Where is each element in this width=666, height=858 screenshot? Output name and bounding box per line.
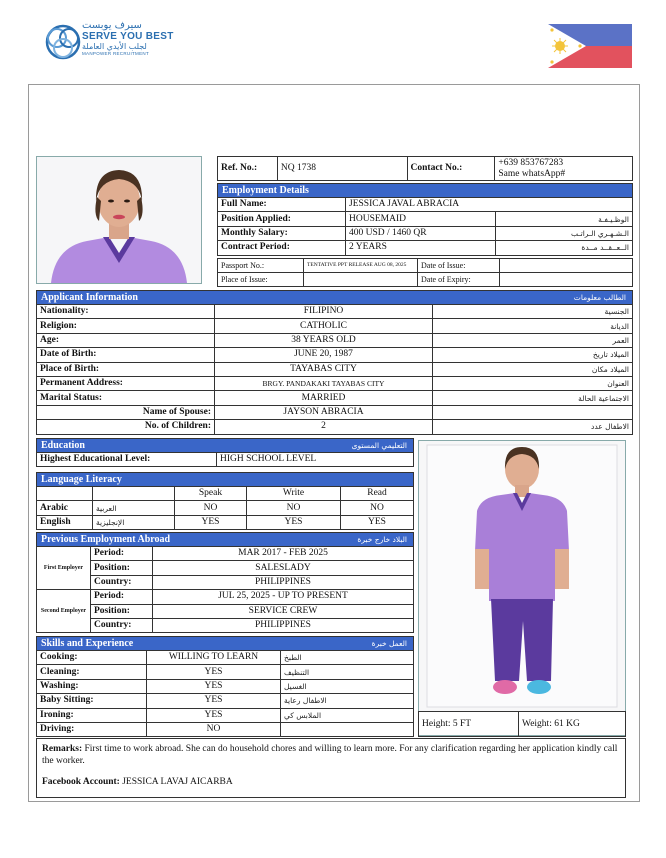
skill-row	[37, 722, 414, 736]
applicant-row	[37, 420, 633, 434]
contract-value: 2 YEARS	[346, 241, 496, 255]
philippines-flag-icon	[548, 24, 632, 68]
weight-cell	[519, 712, 626, 737]
second-country-value: PHILIPPINES	[153, 618, 414, 632]
first-employer-label: First Employer	[37, 547, 91, 590]
skill-arabic: الملابس كي	[281, 708, 414, 722]
passport-label: Passport No.:	[218, 258, 304, 272]
applicant-info-table	[36, 290, 633, 435]
skill-row	[37, 665, 414, 679]
skill-arabic: الغسيل	[281, 679, 414, 693]
contact-note: Same whatsApp#	[498, 169, 566, 179]
remarks-paragraph	[42, 743, 620, 767]
full-body-image	[419, 441, 625, 711]
education-label: Highest Educational Level:	[37, 453, 217, 467]
issue-date-value	[500, 258, 633, 272]
first-position-label: Position:	[91, 561, 153, 575]
skill-row	[37, 679, 414, 693]
issue-date-label: Date of Issue:	[418, 258, 500, 272]
applicant-value: CATHOLIC	[215, 319, 433, 333]
language-header-write: Write	[247, 487, 341, 501]
applicant-arabic: العمر	[433, 333, 633, 347]
ref-value: NQ 1738	[277, 157, 407, 181]
applicant-label: Name of Spouse:	[37, 405, 215, 419]
remarks-label: Remarks:	[42, 744, 83, 754]
logo-english-text: SERVE YOU BEST	[82, 31, 174, 42]
language-arabic-ar: العربية	[93, 501, 175, 515]
applicant-row	[37, 405, 633, 419]
contract-label: Contract Period:	[218, 241, 346, 255]
applicant-label: Marital Status:	[37, 391, 215, 405]
applicant-value: JAYSON ABRACIA	[215, 405, 433, 419]
employment-section-header	[218, 184, 633, 198]
language-arabic-label: Arabic	[37, 501, 93, 515]
contact-value	[495, 157, 633, 181]
skill-value: YES	[147, 694, 281, 708]
applicant-arabic: الديانة	[433, 319, 633, 333]
second-position-label: Position:	[91, 604, 153, 618]
skill-arabic	[281, 722, 414, 736]
passport-value: TENTATIVE PPT RELEASE AUG 08, 2025	[304, 258, 418, 272]
remarks-text: First time to work abroad. She can do household chores and willing to learn more. For any clarification regarding her application kindly call the worker.	[42, 744, 618, 766]
applicant-arabic: العنوان	[433, 376, 633, 390]
height-cell	[419, 712, 519, 737]
arabic-speak: NO	[175, 501, 247, 515]
skill-label: Ironing:	[37, 708, 147, 722]
remarks-box	[36, 738, 626, 798]
applicant-arabic: الاجتماعية الحالة	[433, 391, 633, 405]
education-table	[36, 438, 414, 467]
skills-table	[36, 636, 414, 737]
position-value: HOUSEMAID	[346, 212, 496, 226]
contract-arabic: الــعــقــد مــدة	[496, 241, 633, 255]
second-position-value: SERVICE CREW	[153, 604, 414, 618]
contact-number: +639 853767283	[498, 158, 564, 168]
english-speak: YES	[175, 515, 247, 529]
applicant-label: Place of Birth:	[37, 362, 215, 376]
employment-abroad-table	[36, 532, 414, 633]
language-header-speak: Speak	[175, 487, 247, 501]
skills-section-header	[37, 637, 414, 651]
applicant-row	[37, 305, 633, 319]
contact-label: Contact No.:	[407, 157, 495, 181]
applicant-label: Religion:	[37, 319, 215, 333]
applicant-arabic: الميلاد تاريخ	[433, 348, 633, 362]
skill-label: Cooking:	[37, 651, 147, 665]
first-country-value: PHILIPPINES	[153, 575, 414, 589]
language-section-title: Language Literacy	[41, 474, 122, 485]
second-period-label: Period:	[91, 590, 153, 604]
skill-value: NO	[147, 722, 281, 736]
position-arabic: الوظـيـفـة	[496, 212, 633, 226]
applicant-section-header	[37, 291, 633, 305]
salary-value: 400 USD / 1460 QR	[346, 226, 496, 240]
logo-arabic-text: سيرف يوبست	[82, 20, 142, 31]
employment-details-table	[217, 183, 633, 256]
applicant-arabic: الميلاد مكان	[433, 362, 633, 376]
skill-row	[37, 708, 414, 722]
applicant-arabic: الجنسية	[433, 305, 633, 319]
issue-place-label: Place of Issue:	[218, 272, 304, 286]
salary-arabic: الـشـهـري الـراتـب	[496, 226, 633, 240]
skill-arabic: التنظيف	[281, 665, 414, 679]
english-write: YES	[247, 515, 341, 529]
applicant-label: Permanent Address:	[37, 376, 215, 390]
facebook-line	[42, 776, 620, 788]
physical-table	[418, 711, 626, 737]
applicant-label: Date of Birth:	[37, 348, 215, 362]
english-read: YES	[341, 515, 414, 529]
logo-knot-icon	[44, 20, 82, 64]
full-name-label: Full Name:	[218, 198, 346, 212]
first-country-label: Country:	[91, 575, 153, 589]
arabic-write: NO	[247, 501, 341, 515]
skill-value: YES	[147, 679, 281, 693]
applicant-value: MARRIED	[215, 391, 433, 405]
full-body-photo	[418, 440, 626, 736]
ref-label: Ref. No.:	[218, 157, 278, 181]
abroad-section-title: Previous Employment Abroad	[41, 534, 171, 545]
first-period-value: MAR 2017 - FEB 2025	[153, 547, 414, 561]
skill-row	[37, 651, 414, 665]
height-value: 5 FT	[452, 718, 472, 729]
skill-label: Washing:	[37, 679, 147, 693]
skill-arabic: الاطفال رعاية	[281, 694, 414, 708]
logo-tagline: MANPOWER RECRUITMENT	[82, 51, 149, 56]
applicant-row	[37, 333, 633, 347]
skills-section-arabic: العمل خبرة	[371, 639, 407, 648]
applicant-row	[37, 319, 633, 333]
applicant-row	[37, 391, 633, 405]
applicant-label: No. of Children:	[37, 420, 215, 434]
logo-arabic-subtitle: لجلب الأيدي العاملة	[82, 42, 147, 51]
first-period-label: Period:	[91, 547, 153, 561]
employment-section-title: Employment Details	[222, 185, 309, 196]
language-header-read: Read	[341, 487, 414, 501]
skill-label: Baby Sitting:	[37, 694, 147, 708]
weight-label: Weight:	[522, 718, 552, 729]
full-name-value: JESSICA JAVAL ABRACIA	[346, 198, 633, 212]
skill-value: YES	[147, 708, 281, 722]
education-value: HIGH SCHOOL LEVEL	[217, 453, 414, 467]
salary-label: Monthly Salary:	[218, 226, 346, 240]
first-position-value: SALESLADY	[153, 561, 414, 575]
issue-place-value	[304, 272, 418, 286]
education-section-header	[37, 439, 414, 453]
skill-value: WILLING TO LEARN	[147, 651, 281, 665]
skill-row	[37, 694, 414, 708]
applicant-label: Age:	[37, 333, 215, 347]
portrait-image	[37, 157, 201, 283]
applicant-arabic: الاطفال عدد	[433, 420, 633, 434]
expiry-label: Date of Expiry:	[418, 272, 500, 286]
skill-label: Driving:	[37, 722, 147, 736]
skill-value: YES	[147, 665, 281, 679]
applicant-label: Nationality:	[37, 305, 215, 319]
language-english-ar: الإنجليزية	[93, 515, 175, 529]
facebook-label: Facebook Account:	[42, 777, 120, 787]
expiry-value	[500, 272, 633, 286]
skills-section-title: Skills and Experience	[41, 638, 134, 649]
applicant-section-arabic: الطالب معلومات	[573, 293, 626, 302]
applicant-row	[37, 348, 633, 362]
weight-value: 61 KG	[554, 718, 580, 729]
portrait-photo	[36, 156, 202, 284]
company-logo	[44, 20, 174, 70]
applicant-value: BRGY. PANDAKAKI TAYABAS CITY	[215, 376, 433, 390]
height-label: Height:	[422, 718, 451, 729]
applicant-value: TAYABAS CITY	[215, 362, 433, 376]
applicant-row	[37, 376, 633, 390]
education-section-title: Education	[41, 440, 85, 451]
facebook-value: JESSICA LAVAJ AICARBA	[122, 777, 233, 787]
language-table	[36, 472, 414, 530]
arabic-read: NO	[341, 501, 414, 515]
applicant-arabic	[433, 405, 633, 419]
applicant-row	[37, 362, 633, 376]
applicant-section-title: Applicant Information	[41, 292, 138, 303]
passport-table	[217, 258, 633, 288]
language-section-header	[37, 473, 414, 487]
applicant-value: FILIPINO	[215, 305, 433, 319]
second-country-label: Country:	[91, 618, 153, 632]
skill-arabic: الطبخ	[281, 651, 414, 665]
position-label: Position Applied:	[218, 212, 346, 226]
reference-table	[217, 156, 633, 181]
abroad-section-header	[37, 533, 414, 547]
second-employer-label: Second Employer	[37, 590, 91, 633]
language-english-label: English	[37, 515, 93, 529]
applicant-value: 2	[215, 420, 433, 434]
applicant-value: JUNE 20, 1987	[215, 348, 433, 362]
education-section-arabic: التعليمي المستوى	[351, 441, 407, 450]
skill-label: Cleaning:	[37, 665, 147, 679]
applicant-value: 38 YEARS OLD	[215, 333, 433, 347]
abroad-section-arabic: البلاد خارج خبرة	[357, 535, 407, 544]
second-period-value: JUL 25, 2025 - UP TO PRESENT	[153, 590, 414, 604]
